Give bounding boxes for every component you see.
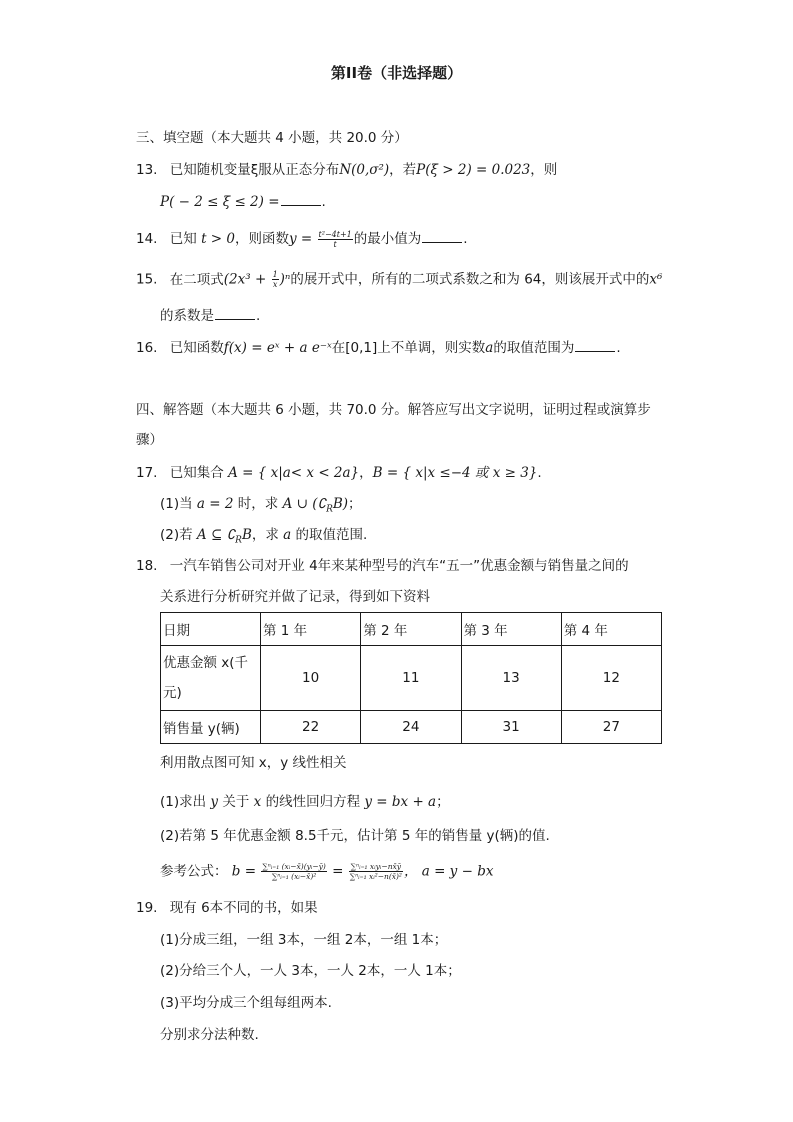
table-cell: 11 xyxy=(361,646,461,711)
table-cell: 12 xyxy=(561,646,661,711)
q17-sep: ， xyxy=(359,465,373,481)
q15-fraction xyxy=(272,270,279,289)
table-row-label: 销售量 y(辆) xyxy=(161,711,261,744)
q16-text-1: 已知函数 xyxy=(169,340,224,356)
q18-ref-frac-2 xyxy=(349,862,403,881)
q17-p1d: A ∪ (∁ xyxy=(282,496,327,512)
table-cell: 22 xyxy=(261,711,361,744)
q15-text-1: 在二项式 xyxy=(169,271,224,288)
section-4-heading-line-2: 骤） xyxy=(136,432,163,448)
table-cell: 31 xyxy=(461,711,561,744)
table-cell: 10 xyxy=(261,646,361,711)
question-14 xyxy=(136,229,468,249)
q19-part-1: (1)分成三组，一组 3本，一组 2本，一组 1本； xyxy=(160,932,448,948)
q18-p1d: x xyxy=(253,794,262,810)
question-15-line-1 xyxy=(136,270,662,289)
q17-p1c: 时，求 xyxy=(237,496,279,512)
question-17-part-1 xyxy=(160,495,362,513)
table-row xyxy=(161,646,662,711)
q13-text-2: ，若 xyxy=(389,162,417,178)
q18-regression-eq: y = bx + a xyxy=(364,794,437,810)
q13-prob: P(ξ > 2) = 0.023 xyxy=(416,162,531,178)
question-13-line-2 xyxy=(160,192,326,211)
q18-p1c: 关于 xyxy=(222,794,250,810)
q18-ref-frac-2-num: ∑ⁿᵢ₌₁ xᵢyᵢ−nx̄ȳ xyxy=(350,862,401,871)
question-17 xyxy=(136,464,542,482)
q17-set-a: A = { x|a< x < 2a} xyxy=(228,465,360,481)
q16-function: f(x) = eˣ + a e⁻ˣ xyxy=(223,340,332,356)
q15-expr: (2x³ + xyxy=(223,271,267,288)
q18-line-2: 关系进行分析研究并做了记录，得到如下资料 xyxy=(160,589,430,605)
q18-ref-frac-1-den: ∑ⁿᵢ₌₁ (xᵢ−x̄)² xyxy=(271,872,317,881)
q14-text-3: 的最小值为 xyxy=(353,231,422,247)
question-number: 15. xyxy=(136,271,158,288)
q18-after-table: 利用散点图可知 x，y 线性相关 xyxy=(160,755,347,771)
table-cell: 27 xyxy=(561,711,661,744)
q18-ref-frac-1 xyxy=(261,862,326,881)
q14-cond: t > 0 xyxy=(201,231,235,247)
q17-p2a: (2)若 xyxy=(160,527,193,543)
q18-line-1: 一汽车销售公司对开业 4年来某种型号的汽车“五一”优惠金额与销售量之间的 xyxy=(169,558,629,574)
q15-text-3: 的系数是 xyxy=(160,308,214,324)
q16-text-2: 在[0,1]上不单调，则实数 xyxy=(331,340,486,356)
q17-p1g: ； xyxy=(348,496,362,512)
question-number: 18. xyxy=(136,558,158,574)
q17-p2f: a xyxy=(283,527,292,543)
q14-frac-den: t xyxy=(333,239,337,249)
table-header-row xyxy=(161,613,662,646)
q14-text-1: 已知 xyxy=(169,231,197,247)
q17-p2d: B xyxy=(241,527,252,543)
table-header-cell: 日期 xyxy=(161,613,261,646)
q18-ref-a: ， a = y − bx xyxy=(403,863,494,880)
question-number: 14. xyxy=(136,231,158,247)
q15-frac-den: x xyxy=(272,280,278,289)
q13-normal-dist: N(0,σ²) xyxy=(339,162,390,178)
q14-y: y = xyxy=(289,231,313,247)
answer-blank[interactable] xyxy=(575,338,615,352)
q17-p2b: A ⊆ ∁ xyxy=(196,527,236,543)
q18-ref-label: 参考公式： xyxy=(160,863,228,880)
q16-text-3: 的取值范围为 xyxy=(493,340,575,356)
data-table xyxy=(160,612,662,744)
q17-p2g: 的取值范围. xyxy=(295,527,368,543)
answer-blank[interactable] xyxy=(215,306,255,320)
page-title: 第II卷（非选择题） xyxy=(330,64,463,82)
q17-p2e: ，求 xyxy=(251,527,279,543)
q17-p1a: (1)当 xyxy=(160,496,193,512)
question-18-part-1 xyxy=(160,793,450,811)
q18-ref-eq: = xyxy=(332,863,344,880)
table-cell: 24 xyxy=(361,711,461,744)
q18-ref-frac-2-den: ∑ⁿᵢ₌₁ xᵢ²−n(x̄)² xyxy=(349,872,402,881)
q14-text-2: ，则函数 xyxy=(235,231,289,247)
table-cell: 13 xyxy=(461,646,561,711)
answer-blank[interactable] xyxy=(422,229,462,243)
answer-blank[interactable] xyxy=(281,192,321,206)
question-17-part-2 xyxy=(160,526,367,544)
table-header-cell: 第 3 年 xyxy=(461,613,561,646)
q18-p1b: y xyxy=(210,794,219,810)
q16-end: . xyxy=(616,340,621,356)
q19-part-2: (2)分给三个人，一人 3本，一人 2本，一人 1本； xyxy=(160,963,461,979)
table-header-cell: 第 2 年 xyxy=(361,613,461,646)
q15-end: . xyxy=(256,308,261,324)
q17-p1b: a = 2 xyxy=(196,496,234,512)
table-row xyxy=(161,711,662,744)
q18-p1e: 的线性回归方程 xyxy=(265,794,361,810)
q16-a: a xyxy=(485,340,494,356)
question-16 xyxy=(136,338,621,357)
q15-x6: x⁶ xyxy=(649,271,663,288)
table-row-label: 优惠金额 x(千元) xyxy=(161,646,261,711)
q13-prob-range: P( − 2 ≤ ξ ≤ 2) = xyxy=(160,194,280,210)
q15-text-2: 的展开式中，所有的二项式系数之和为 64，则该展开式中的 xyxy=(290,271,650,288)
table-header-cell: 第 1 年 xyxy=(261,613,361,646)
q17-p1f: B) xyxy=(332,496,349,512)
q17-p1e: R xyxy=(326,504,333,515)
question-number: 13. xyxy=(136,162,158,178)
question-19 xyxy=(136,899,318,917)
question-18-line-1 xyxy=(136,557,629,575)
q14-fraction xyxy=(318,230,353,249)
table-header-cell: 第 4 年 xyxy=(561,613,661,646)
q18-p1a: (1)求出 xyxy=(160,794,207,810)
q18-reference-formula xyxy=(160,862,493,881)
q18-ref-b: b = xyxy=(231,863,257,880)
question-number: 19. xyxy=(136,900,158,916)
q13-end: . xyxy=(321,194,326,210)
q19-intro: 现有 6本不同的书，如果 xyxy=(169,900,318,916)
q18-p1g: ； xyxy=(436,794,450,810)
section-3-heading: 三、填空题（本大题共 4 小题，共 20.0 分） xyxy=(136,130,408,146)
q17-set-b: B = { x|x ≤−4 或 x ≥ 3} xyxy=(372,465,538,481)
q14-frac-num: t²−4t+1 xyxy=(318,229,352,239)
question-13-line-1 xyxy=(136,161,557,179)
q15-expr-2: )ⁿ xyxy=(279,271,291,288)
q15-frac-num: 1 xyxy=(272,270,278,279)
q17-p2c: R xyxy=(235,535,242,546)
q19-final: 分别求分法种数. xyxy=(160,1027,259,1043)
question-number: 17. xyxy=(136,465,158,481)
q19-part-3: (3)平均分成三个组每组两本. xyxy=(160,995,332,1011)
question-15-line-2 xyxy=(160,306,260,325)
section-4-heading-line-1: 四、解答题（本大题共 6 小题，共 70.0 分。解答应写出文字说明，证明过程或演算步 xyxy=(136,402,651,418)
question-number: 16. xyxy=(136,340,158,356)
q18-part-2: (2)若第 5 年优惠金额 8.5千元，估计第 5 年的销售量 y(辆)的值. xyxy=(160,828,550,844)
q18-ref-frac-1-num: ∑ⁿᵢ₌₁ (xᵢ−x̄)(yᵢ−ȳ) xyxy=(262,862,326,871)
q17-text-1: 已知集合 xyxy=(169,465,224,481)
q14-end: . xyxy=(463,231,468,247)
q13-text-1: 已知随机变量ξ服从正态分布 xyxy=(169,162,340,178)
q17-end: . xyxy=(537,465,542,481)
q13-text-3: ，则 xyxy=(530,162,558,178)
